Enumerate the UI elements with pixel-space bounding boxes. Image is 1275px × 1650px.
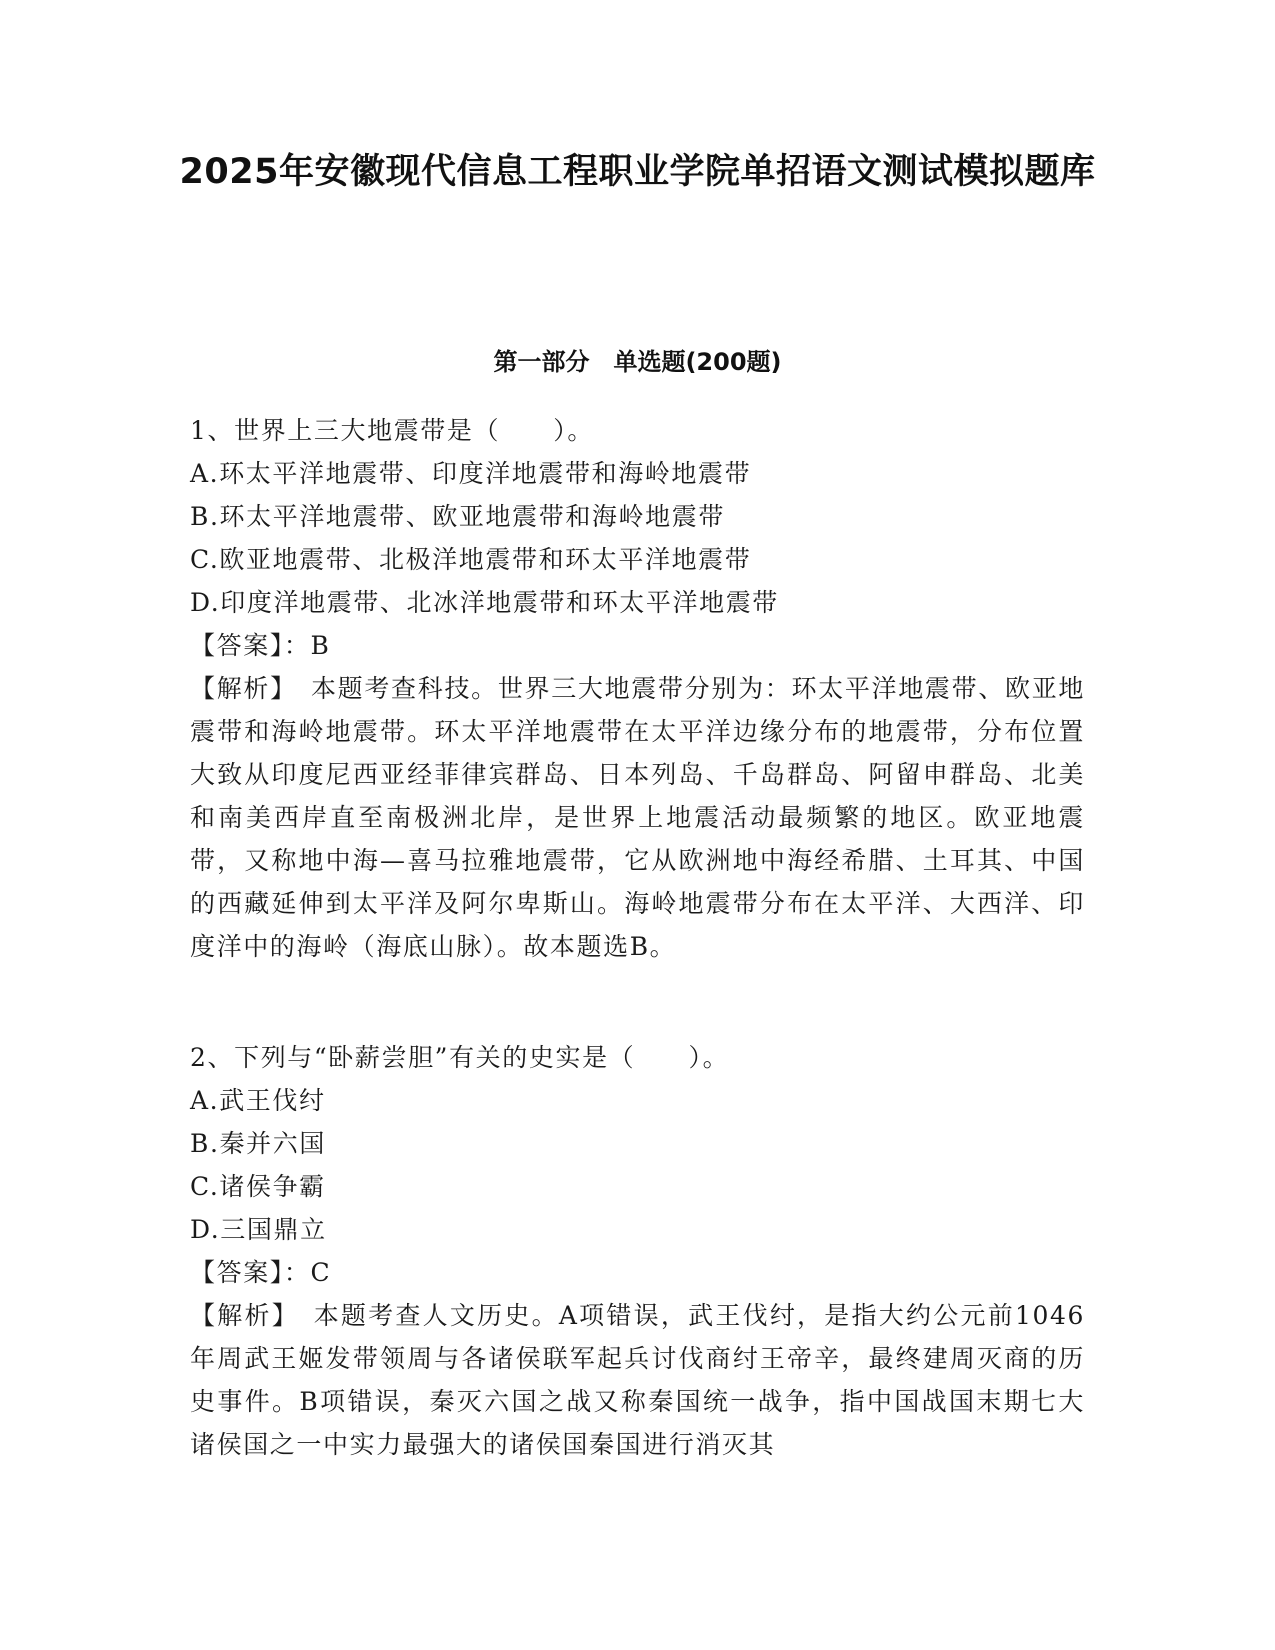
question-stem: 2、下列与“卧薪尝胆”有关的史实是（ ）。 — [190, 1043, 730, 1072]
analysis: 【解析】 本题考查人文历史。A项错误，武王伐纣，是指大约公元前1046年周武王姬发带领周与各诸侯联军起兵讨伐商纣王帝辛，最终建周灭商的历史事件。B项错误，秦灭六国之战又称秦国统一战争，指中国战国末期七大诸侯国之一中实力最强大的诸侯国秦国进行消灭其 — [190, 1301, 1085, 1459]
document-title: 2025年安徽现代信息工程职业学院单招语文测试模拟题库 — [179, 152, 1096, 192]
option-d: D.印度洋地震带、北冰洋地震带和环太平洋地震带 — [190, 588, 779, 617]
option-c: C.诸侯争霸 — [190, 1172, 326, 1201]
question-stem: 1、世界上三大地震带是（ ）。 — [190, 416, 595, 445]
answer: 【答案】：B — [190, 631, 331, 660]
section-heading: 第一部分 单选题(200题) — [493, 348, 782, 376]
option-d: D.三国鼎立 — [190, 1215, 327, 1244]
option-b: B.秦并六国 — [190, 1129, 326, 1158]
option-a: A.环太平洋地震带、印度洋地震带和海岭地震带 — [190, 459, 752, 488]
option-c: C.欧亚地震带、北极洋地震带和环太平洋地震带 — [190, 545, 752, 574]
question-2 — [190, 1036, 1085, 1466]
option-b: B.环太平洋地震带、欧亚地震带和海岭地震带 — [190, 502, 725, 531]
option-a: A.武王伐纣 — [190, 1086, 326, 1115]
analysis: 【解析】 本题考查科技。世界三大地震带分别为：环太平洋地震带、欧亚地震带和海岭地震带。环太平洋地震带在太平洋边缘分布的地震带，分布位置大致从印度尼西亚经菲律宾群岛、日本列岛、千岛群岛、阿留申群岛、北美和南美西岸直至南极洲北岸，是世界上地震活动最频繁的地区。欧亚地震带，又称地中海—喜马拉雅地震带，它从欧洲地中海经希腊、土耳其、中国的西藏延伸到太平洋及阿尔卑斯山。海岭地震带分布在太平洋、大西洋、印度洋中的海岭（海底山脉）。故本题选B。 — [190, 674, 1085, 961]
question-1 — [190, 409, 1085, 968]
answer: 【答案】：C — [190, 1258, 332, 1287]
